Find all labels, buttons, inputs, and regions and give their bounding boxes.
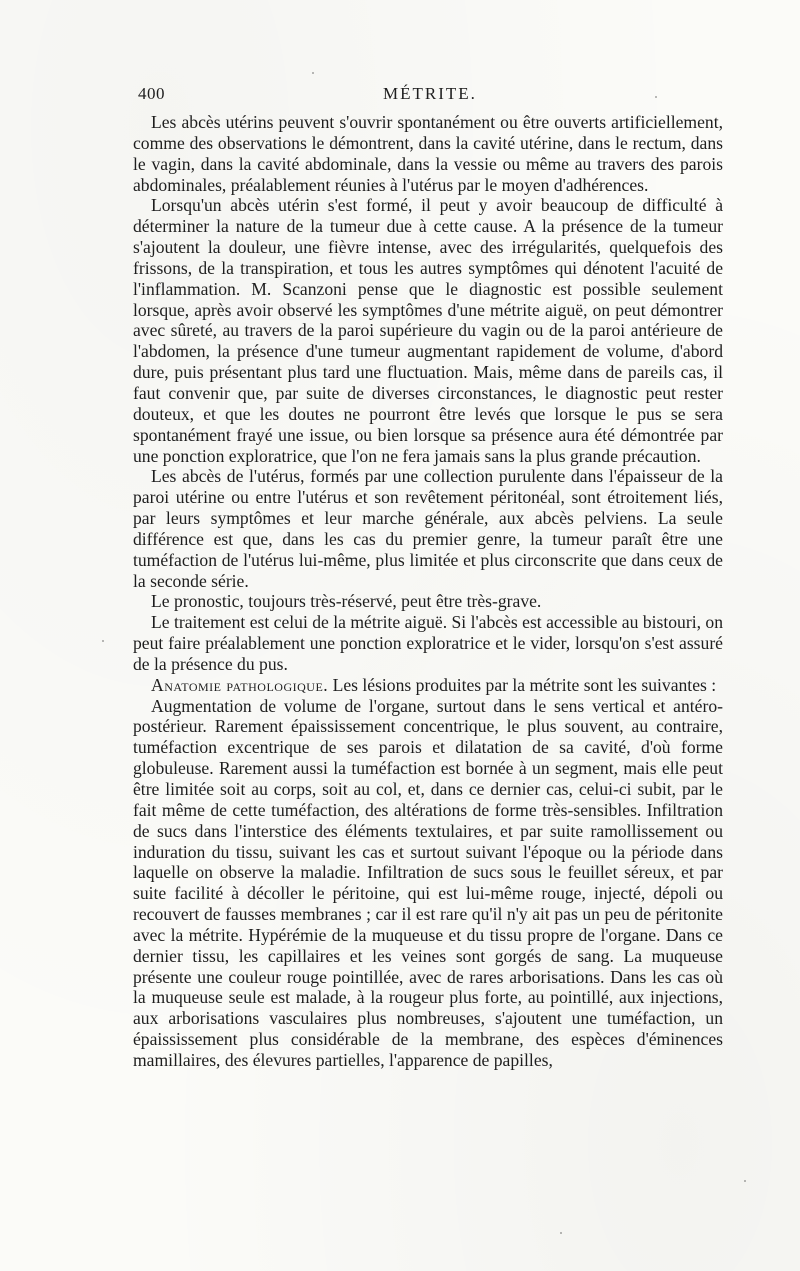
paragraph bbox=[133, 675, 723, 696]
scan-speck bbox=[560, 1232, 562, 1234]
paragraph: Les abcès de l'utérus, formés par une collection purulente dans l'épaisseur de la paroi utérine ou entre l'utérus et son revêtement péritonéal, sont étroitement liés, par leurs symptômes et leur marche générale, aux abcès pelviens. La seule différence est que, dans les cas du premier genre, la tumeur paraît être une tuméfaction de l'utérus lui-même, plus limitée et plus circonscrite que dans ceux de la seconde série. bbox=[133, 466, 723, 591]
scan-speck bbox=[102, 640, 104, 642]
page-number: 400 bbox=[138, 84, 165, 103]
paragraph: Lorsqu'un abcès utérin s'est formé, il peut y avoir beaucoup de difficulté à déterminer la nature de la tumeur due à cette cause. A la présence de la tumeur s'ajoutent la douleur, une fièvre intense, avec des irrégularités, quelquefois des frissons, de la transpiration, et tous les autres symptômes qui dénotent l'acuité de l'inflammation. M. Scanzoni pense que le diagnostic est possible seulement lorsque, après avoir observé les symptômes d'une métrite aiguë, on peut démontrer avec sûreté, au travers de la paroi supérieure du vagin ou de la paroi antérieure de l'abdomen, la présence d'une tumeur augmentant rapidement de volume, d'abord dure, puis présentant plus tard une fluctuation. Mais, même dans de pareils cas, il faut convenir que, par suite de diverses circonstances, le diagnostic peut rester douteux, et que les doutes ne pourront être levés que lorsque le pus se sera spontanément frayé une issue, ou bien lorsque sa présence aura été démontrée par une ponction exploratrice, que l'on ne fera jamais sans la plus grande précaution. bbox=[133, 195, 723, 466]
paragraph-text: Les lésions produites par la métrite sont les suivantes : bbox=[328, 674, 717, 695]
page-header bbox=[138, 84, 720, 110]
section-heading: Anatomie pathologique. bbox=[151, 674, 329, 695]
running-title: MÉTRITE. bbox=[383, 84, 477, 103]
paragraph: Augmentation de volume de l'organe, surtout dans le sens vertical et antéro-postérieur. Rarement épaississement concentrique, le plus souvent, au contraire, tuméfaction excentrique de ses parois et dilatation de sa cavité, d'où forme globuleuse. Rarement aussi la tuméfaction est bornée à un segment, mais elle peut être limitée soit au corps, soit au col, et, dans ce dernier cas, celui-ci subit, par le fait même de cette tuméfaction, des altérations de forme très-sensibles. Infiltration de sucs dans l'interstice des éléments textulaires, et par suite ramollissement ou induration du tissu, suivant les cas et surtout suivant l'époque ou la période dans laquelle on observe la maladie. Infiltration de sucs sous le feuillet séreux, et par suite facilité à décoller le péritoine, qui est lui-même rouge, injecté, dépoli ou recouvert de fausses membranes ; car il est rare qu'il n'y ait pas un peu de péritonite avec la métrite. Hypérémie de la muqueuse et du tissu propre de l'organe. Dans ce dernier tissu, les capillaires et les veines sont gorgés de sang. La muqueuse présente une couleur rouge pointillée, avec de rares arborisations. Dans les cas où la muqueuse seule est malade, à la rougeur plus forte, au pointillé, aux injections, aux arborisations vasculaires plus nombreuses, s'ajoutent une tuméfaction, un épaississement plus considérable de la membrane, des espèces d'éminences mamillaires, des élevures partielles, l'apparence de papilles, bbox=[133, 695, 723, 1070]
scan-speck bbox=[312, 72, 314, 74]
scan-speck bbox=[744, 1180, 746, 1182]
paragraph: Le pronostic, toujours très-réservé, peut être très-grave. bbox=[151, 591, 542, 612]
paragraph: Les abcès utérins peuvent s'ouvrir spontanément ou être ouverts artificiellement, comme des observations le démontrent, dans la cavité utérine, dans le rectum, dans le vagin, dans la cavité abdominale, dans la vessie ou même au travers des parois abdominales, préalablement réunies à l'utérus par le moyen d'adhérences. bbox=[133, 112, 723, 195]
paragraph: Le traitement est celui de la métrite aiguë. Si l'abcès est accessible au bistouri, on peut faire préalablement une ponction exploratrice et le vider, lorsqu'on s'est assuré de la présence du pus. bbox=[133, 612, 723, 674]
scan-speck bbox=[655, 96, 657, 98]
body-text bbox=[133, 112, 723, 1071]
